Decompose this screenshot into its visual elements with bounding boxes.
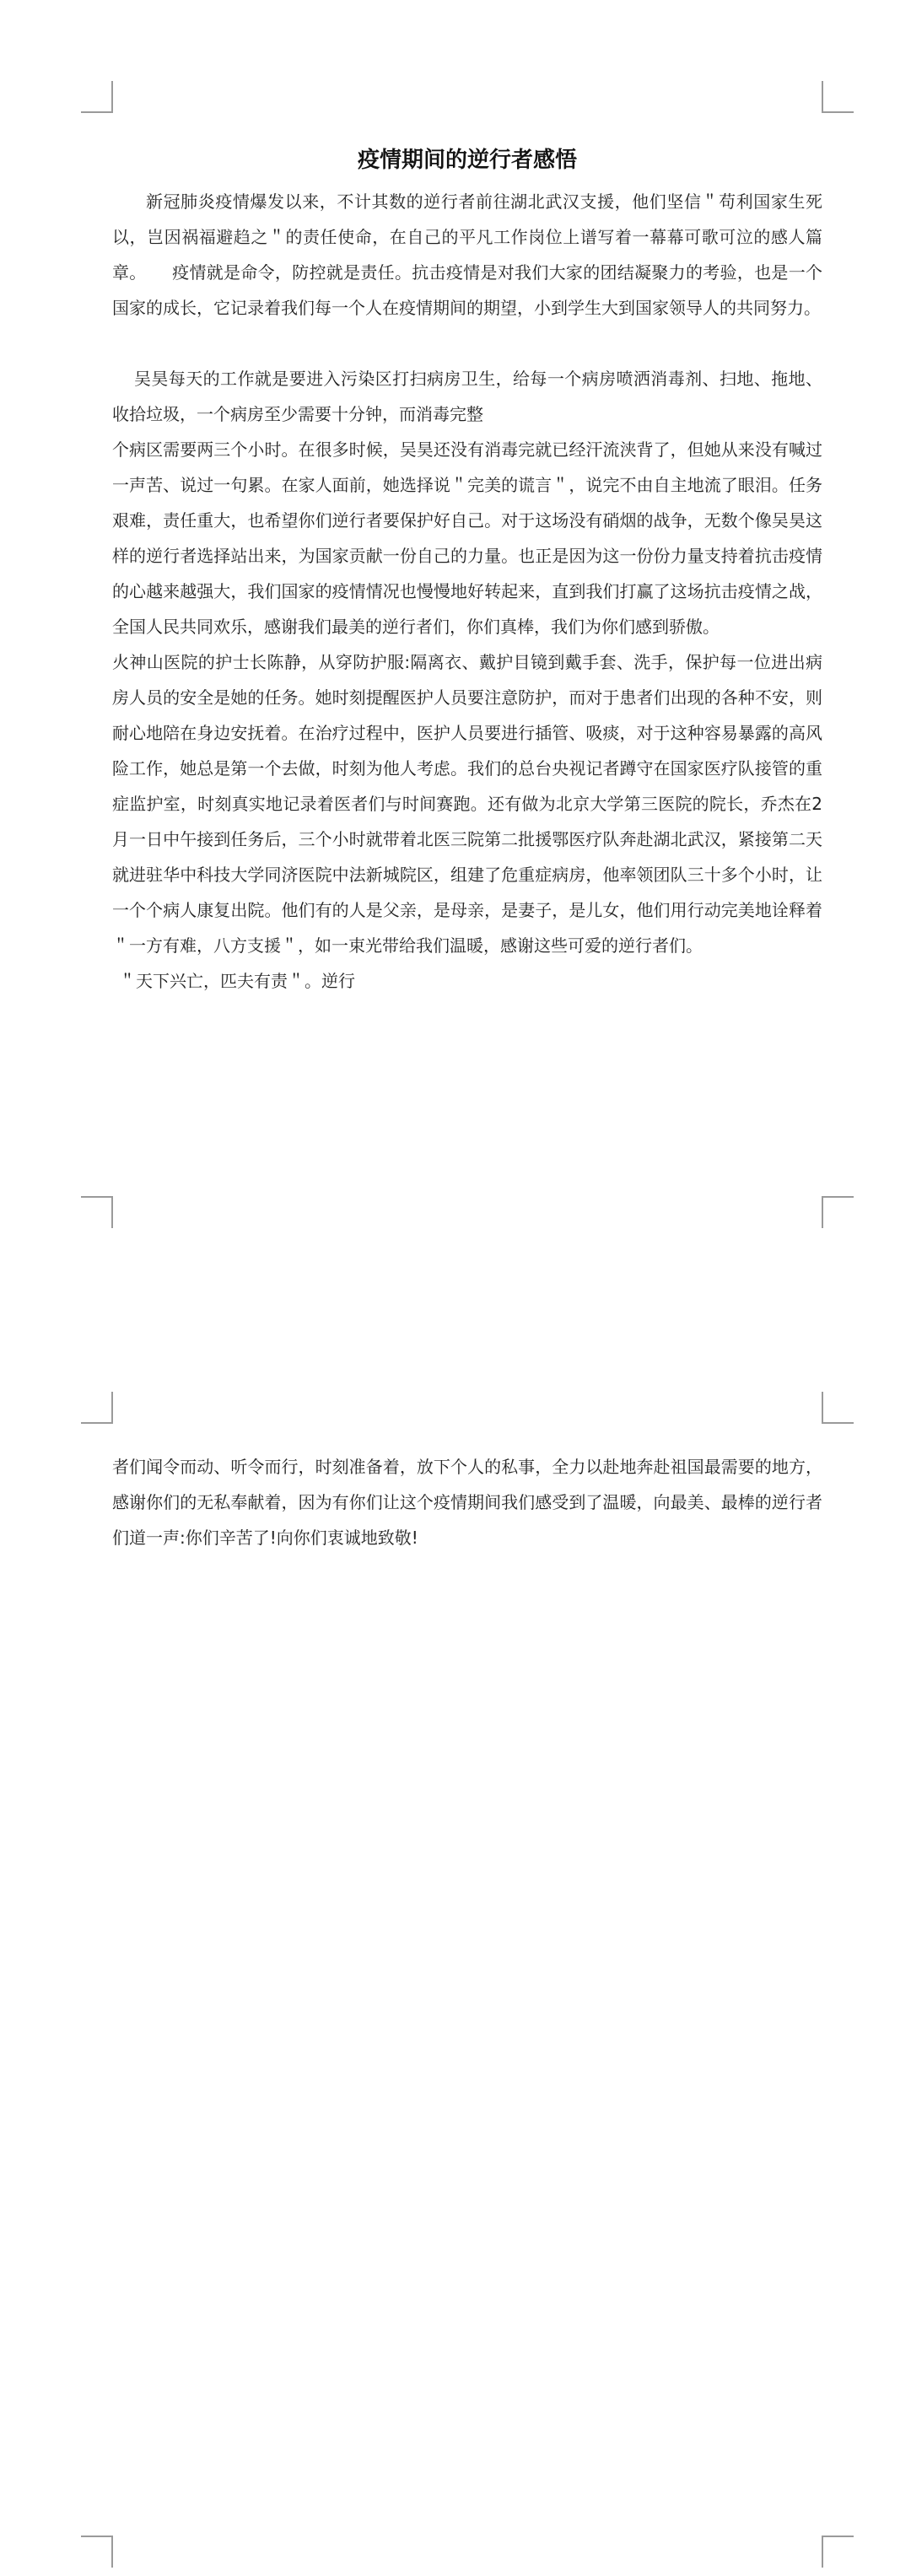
crop-mark-bottom-left (81, 2536, 113, 2568)
blank-line (112, 326, 822, 361)
paragraph-wuhao-rest: 个病区需要两三个小时。在很多时候，吴昊还没有消毒完就已经汗流浃背了，但她从来没有喊过一声苦、说过一句累。在家人面前，她选择说＂完美的谎言＂，说完不由自主地流了眼泪。任务艰难，责任重大，也希望你们逆行者要保护好自己。对于这场没有硝烟的战争，无数个像吴昊这样的逆行者选择站出来，为国家贡献一份自己的力量。也正是因为这一份份力量支持着抗击疫情的心越来越强大，我们国家的疫情情况也慢慢地好转起来，直到我们打赢了这场抗击疫情之战，全国人民共同欢乐，感谢我们最美的逆行者们，你们真棒，我们为你们感到骄傲。 (112, 439, 822, 637)
page-2-content (112, 1449, 822, 1555)
paragraph-closing-start: ＂天下兴亡，匹夫有责＂。逆行 (119, 971, 355, 991)
crop-mark-top-right (822, 1392, 854, 1424)
paragraph-intro: 新冠肺炎疫情爆发以来，不计其数的逆行者前往湖北武汉支援，他们坚信＂苟利国家生死以，岂因祸福避趋之＂的责任使命，在自己的平凡工作岗位上谱写着一幕幕可歌可泣的感人篇章。 疫情就是命令，防控就是责任。抗击疫情是对我们大家的团结凝聚力的考验，也是一个国家的成长，它记录着我们每一个人在疫情期间的期望，小到学生大到国家领导人的共同努力。 (112, 191, 822, 318)
crop-mark-top-right (822, 81, 854, 113)
paragraph-wuhao-line1: 吴昊每天的工作就是要进入污染区打扫病房卫生，给每一个病房喷洒消毒剂、扫地、拖地、收拾垃圾，一个病房至少需要十分钟，而消毒完整 (112, 369, 822, 424)
crop-mark-top-left (81, 1392, 113, 1424)
page-1-content (112, 143, 822, 999)
document-page-1 (0, 0, 911, 1198)
paragraph-chenjing: 火神山医院的护士长陈静，从穿防护服:隔离衣、戴护目镜到戴手套、洗手，保护每一位进出病房人员的安全是她的任务。她时刻提醒医护人员要注意防护，而对于患者们出现的各种不安，则耐心地陪在身边安抚着。在治疗过程中，医护人员要进行插管、吸痰，对于这种容易暴露的高风险工作，她总是第一个去做，时刻为他人考虑。我们的总台央视记者蹲守在国家医疗队接管的重症监护室，时刻真实地记录着医者们与时间赛跑。还有做为北京大学第三医院的院长，乔杰在2月一日中午接到任务后，三个小时就带着北医三院第二批援鄂医疗队奔赴湖北武汉，紧接第二天就进驻华中科技大学同济医院中法新城院区，组建了危重症病房，他率领团队三十多个小时，让一个个病人康复出院。他们有的人是父亲，是母亲，是妻子，是儿女，他们用行动完美地诠释着＂一方有难，八方支援＂，如一束光带给我们温暖，感谢这些可爱的逆行者们。 (112, 652, 822, 956)
paragraph-closing-end: 者们闻令而动、听令而行，时刻准备着，放下个人的私事，全力以赴地奔赴祖国最需要的地方，感谢你们的无私奉献着，因为有你们让这个疫情期间我们感受到了温暖，向最美、最棒的逆行者们道一声:你们辛苦了!向你们衷诚地致敬! (112, 1457, 822, 1548)
crop-mark-top-left (81, 81, 113, 113)
crop-mark-bottom-right (822, 2536, 854, 2568)
crop-mark-bottom-right (822, 1196, 854, 1228)
crop-mark-bottom-left (81, 1196, 113, 1228)
document-title: 疫情期间的逆行者感悟 (357, 148, 577, 173)
document-page-2 (0, 1366, 911, 2576)
